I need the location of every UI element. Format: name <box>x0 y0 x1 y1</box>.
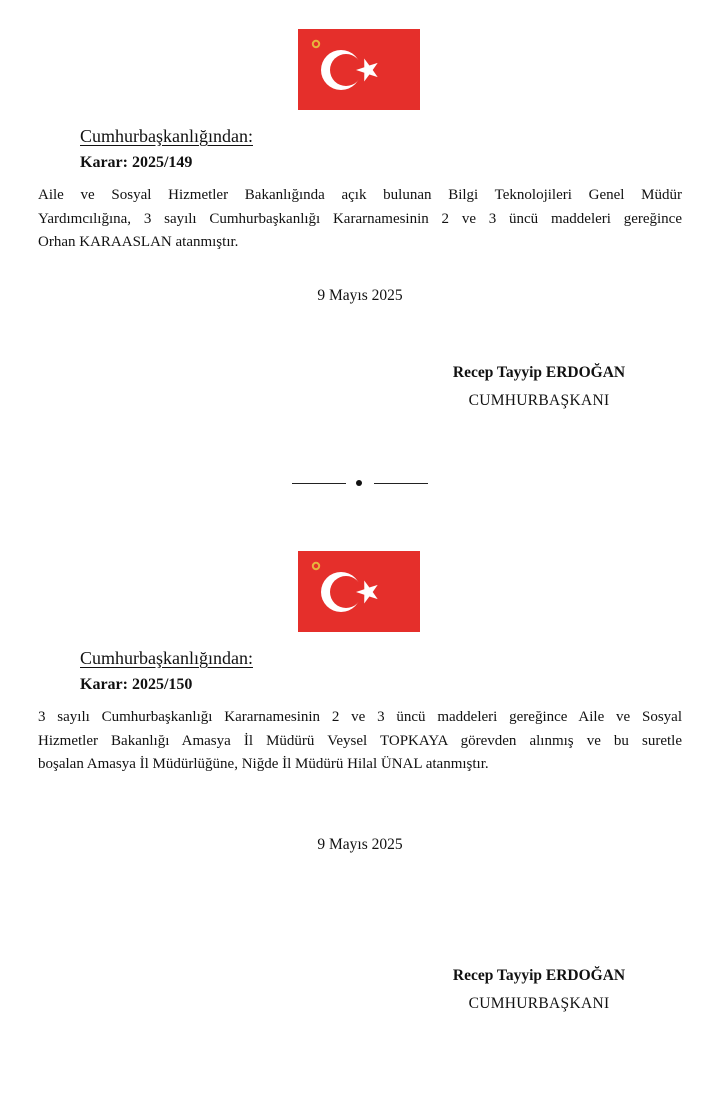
signatory-name: Recep Tayyip ERDOĞAN <box>452 364 626 381</box>
body-line: Yardımcılığına, 3 sayılı Cumhurbaşkanlığı Kararnamesinin 2 ve 3 üncü maddeleri gereğince <box>38 210 682 227</box>
flag-graphic <box>298 551 420 632</box>
presidential-seal-icon <box>312 40 320 48</box>
section-separator <box>290 476 430 488</box>
body-line: 3 sayılı Cumhurbaşkanlığı Kararnamesinin 2 ve 3 üncü maddeleri gereğince Aile ve Sosyal <box>38 709 682 725</box>
turkish-flag-icon <box>298 29 420 110</box>
decision-number: Karar: 2025/149 <box>80 154 193 171</box>
flag-graphic <box>298 29 420 110</box>
signatory-title: CUMHURBAŞKANI <box>468 392 610 409</box>
body-line: boşalan Amasya İl Müdürlüğüne, Niğde İl Müdürü Hilal ÜNAL atanmıştır. <box>38 756 489 772</box>
issuer-heading: Cumhurbaşkanlığından: <box>80 648 253 668</box>
issuer-heading: Cumhurbaşkanlığından: <box>80 126 253 146</box>
decision-number: Karar: 2025/150 <box>80 676 193 693</box>
signature-block <box>430 967 648 1013</box>
body-line: Orhan KARAASLAN atanmıştır. <box>38 234 239 250</box>
decree-body <box>38 184 682 255</box>
decree-149 <box>0 0 720 520</box>
turkish-flag-icon <box>298 551 420 632</box>
separator-line-left <box>292 483 346 484</box>
body-line: Aile ve Sosyal Hizmetler Bakanlığında açık bulunan Bilgi Teknolojileri Genel Müdür <box>38 187 682 203</box>
body-line: Hizmetler Bakanlığı Amasya İl Müdürü Veysel TOPKAYA görevden alınmış ve bu suretle <box>38 732 682 749</box>
signature-block <box>430 364 648 410</box>
signatory-title: CUMHURBAŞKANI <box>468 995 610 1012</box>
decree-body <box>38 706 682 777</box>
decree-date: 9 Mayıs 2025 <box>317 836 403 853</box>
presidential-seal-icon <box>312 562 320 570</box>
decree-150 <box>0 522 720 1042</box>
separator-dot-icon <box>356 480 362 486</box>
signatory-name: Recep Tayyip ERDOĞAN <box>452 967 626 984</box>
separator-line-right <box>374 483 428 484</box>
decree-date: 9 Mayıs 2025 <box>317 287 403 304</box>
